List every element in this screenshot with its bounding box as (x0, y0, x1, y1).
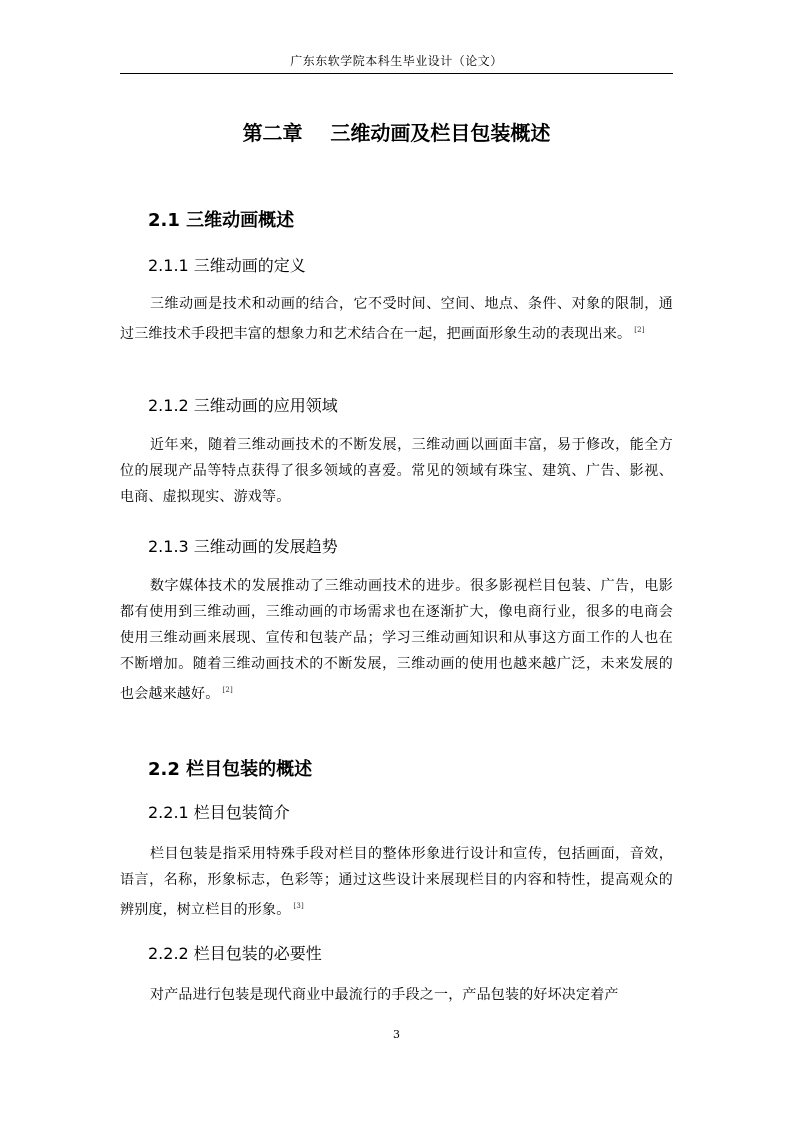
section-heading-2-2: 2.2 栏目包装的概述 (148, 759, 313, 780)
subsection-heading-2-1-3: 2.1.3 三维动画的发展趋势 (148, 537, 338, 556)
header-divider (120, 73, 673, 74)
paragraph-text: 三维动画是技术和动画的结合，它不受时间、空间、地点、条件、对象的限制，通过三维技术手段把丰富的想象力和艺术结合在一起，把画面形象生动的表现出来。 (120, 296, 673, 342)
chapter-title (0, 117, 793, 146)
paragraph-text: 对产品进行包装是现代商业中最流行的手段之一，产品包装的好坏决定着产 (150, 987, 619, 1003)
paragraph-text: 数字媒体技术的发展推动了三维动画技术的进步。很多影视栏目包装、广告，电影都有使用到三维动画，三维动画的市场需求也在逐渐扩大，像电商行业，很多的电商会使用三维动画来展现、宣传和包装产品；学习三维动画知识和从事这方面工作的人也在不断增加。随着三维动画技术的不断发展，三维动画的使用也越来越广泛，未来发展的也会越来越好。 (120, 578, 673, 702)
page-header: 广东东软学院本科生毕业设计（论文） (290, 54, 503, 68)
chapter-title-text: 第二章 三维动画及栏目包装概述 (242, 121, 551, 145)
citation-mark: [2] (634, 326, 645, 334)
subsection-heading-2-2-2: 2.2.2 栏目包装的必要性 (148, 944, 322, 963)
subsection-heading-2-2-1: 2.2.1 栏目包装简介 (148, 803, 290, 822)
paragraph-text: 栏目包装是指采用特殊手段对栏目的整体形象进行设计和宣传，包括画面，音效，语言，名称，形象标志，色彩等；通过这些设计来展现栏目的内容和特性，提高观众的辨别度，树立栏目的形象。 (120, 846, 673, 918)
section-heading-2-1: 2.1 三维动画概述 (148, 210, 295, 231)
citation-mark: [2] (222, 686, 233, 694)
paragraph-2-1-3 (120, 573, 673, 707)
paragraph-2-1-1 (120, 291, 673, 347)
subsection-heading-2-1-1: 2.1.1 三维动画的定义 (148, 256, 306, 275)
paragraph-2-1-2 (120, 432, 673, 510)
subsection-heading-2-1-2: 2.1.2 三维动画的应用领域 (148, 396, 338, 415)
paragraph-2-2-2 (120, 982, 673, 1008)
paragraph-text: 近年来，随着三维动画技术的不断发展，三维动画以画面丰富，易于修改，能全方位的展现产品等特点获得了很多领域的喜爱。常见的领域有珠宝、建筑、广告、影视、电商、虚拟现实、游戏等。 (120, 437, 673, 505)
page-number: 3 (393, 1028, 400, 1041)
paragraph-2-2-1 (120, 841, 673, 923)
citation-mark: [3] (293, 902, 304, 910)
